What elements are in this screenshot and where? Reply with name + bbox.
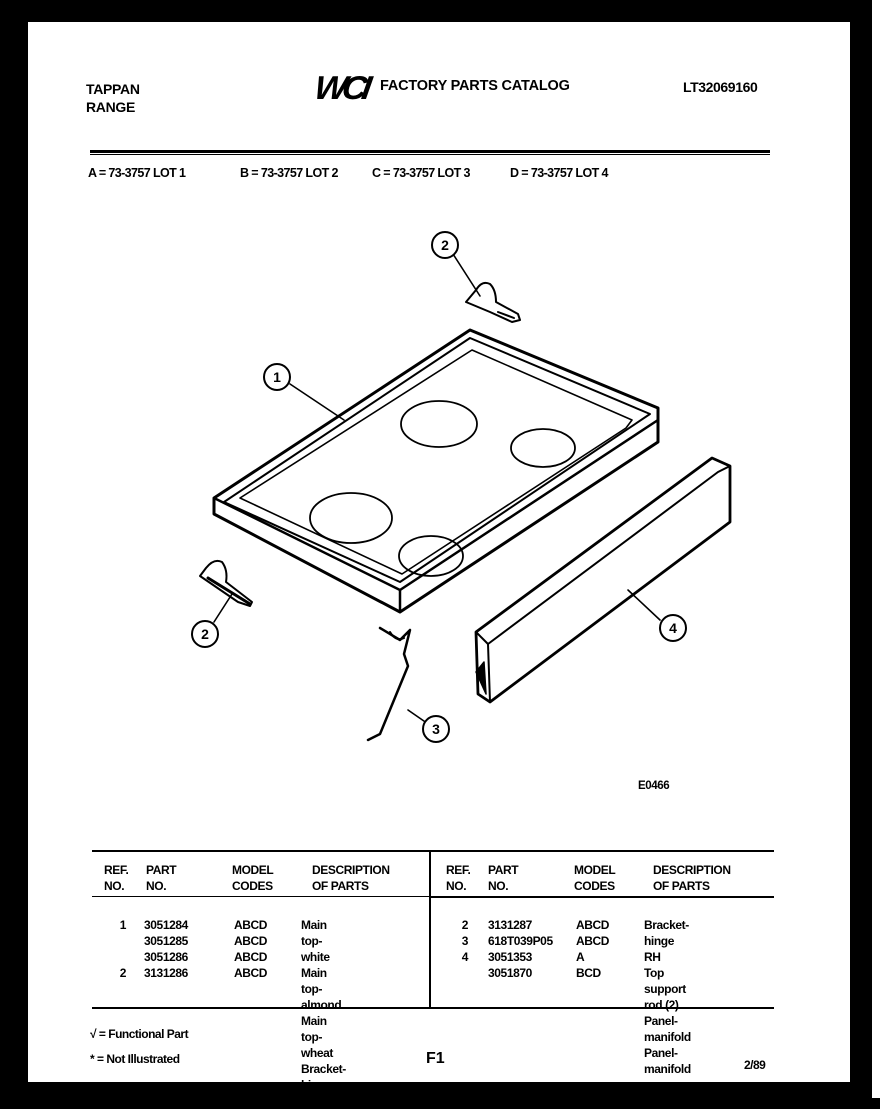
header-part-no: PART NO. [146, 863, 177, 893]
table-cell: Panel-manifold [644, 1046, 691, 1076]
table-cell: Main top-white [301, 918, 330, 964]
table-cell: ABCD [576, 918, 610, 932]
wci-logo: WCI [312, 69, 370, 106]
bracket-hinge-lh-drawing [200, 561, 252, 606]
table-cell: A [576, 950, 585, 964]
table-top-rule [92, 850, 774, 852]
scan-edge [872, 0, 880, 1098]
header-ref-no: REF. NO. [104, 863, 129, 893]
legend-not-illustrated: * = Not Illustrated [90, 1052, 180, 1066]
header-description: DESCRIPTION OF PARTS [312, 863, 390, 893]
figure-code: E0466 [638, 780, 670, 792]
table-cell: 3051870 [488, 966, 532, 980]
table-cell: 3051285 [144, 934, 188, 948]
brand-name: TAPPAN [86, 81, 140, 97]
page-number: F1 [426, 1050, 445, 1067]
column-desc [301, 917, 346, 1109]
legend-functional-part: √ = Functional Part [90, 1027, 189, 1041]
catalog-page [28, 22, 850, 1108]
support-rod-drawing [368, 628, 410, 740]
table-header-rule-right [431, 896, 774, 898]
table-cell: 3051353 [488, 950, 532, 964]
model-lot-d: D = 73-3757 LOT 4 [510, 166, 608, 180]
table-cell [116, 933, 126, 949]
header-model-codes: MODEL CODES [574, 863, 616, 893]
table-header-rule-left [92, 896, 429, 897]
model-lot-a: A = 73-3757 LOT 1 [88, 166, 186, 180]
catalog-title: FACTORY PARTS CATALOG [380, 78, 570, 94]
table-cell: 3131287 [488, 918, 532, 932]
table-column-divider [429, 851, 431, 1009]
table-cell: 3 [461, 934, 468, 948]
column-codes [234, 917, 267, 981]
column-part [144, 917, 188, 981]
column-codes [576, 917, 609, 981]
table-cell: 618T039P05 [488, 934, 553, 948]
header-ref-no: REF. NO. [446, 863, 471, 893]
table-cell: Panel-manifold [644, 1014, 691, 1044]
svg-text:4: 4 [669, 620, 677, 636]
table-cell: 3051284 [144, 918, 188, 932]
table-cell: 3051286 [144, 950, 188, 964]
catalog-number: LT32069160 [683, 79, 758, 95]
header-description: DESCRIPTION OF PARTS [653, 863, 731, 893]
model-lot-c: C = 73-3757 LOT 3 [372, 166, 470, 180]
table-cell: ABCD [234, 950, 268, 964]
column-ref [458, 917, 468, 981]
column-part [488, 917, 553, 981]
header-part-no: PART NO. [488, 863, 519, 893]
table-cell: Top support rod (2) [644, 966, 686, 1012]
exploded-parts-diagram [28, 22, 850, 822]
bracket-hinge-rh-drawing [466, 283, 520, 322]
table-cell: ABCD [234, 966, 268, 980]
table-cell: 2 [119, 966, 126, 980]
column-ref [116, 917, 126, 981]
table-cell: Main top-wheat [301, 1014, 334, 1060]
table-cell: 3131286 [144, 966, 188, 980]
table-cell: 2 [461, 918, 468, 932]
header-model-codes: MODEL CODES [232, 863, 274, 893]
product-name: RANGE [86, 99, 136, 115]
table-cell: Bracket-hinge LH [301, 1062, 346, 1108]
table-cell [458, 965, 468, 981]
svg-text:3: 3 [432, 721, 440, 737]
svg-text:2: 2 [201, 626, 209, 642]
table-cell: BCD [576, 966, 601, 980]
svg-text:2: 2 [441, 237, 449, 253]
column-desc [644, 917, 691, 1077]
table-cell: 4 [461, 950, 468, 964]
table-cell: ABCD [576, 934, 610, 948]
table-cell: ABCD [234, 934, 268, 948]
table-cell: 1 [119, 918, 126, 932]
svg-text:1: 1 [273, 369, 281, 385]
table-cell: Bracket-hinge RH [644, 918, 689, 964]
table-cell [116, 949, 126, 965]
table-cell: ABCD [234, 918, 268, 932]
table-cell: Main top-almond [301, 966, 342, 1012]
revision-date: 2/89 [744, 1058, 766, 1072]
model-lot-b: B = 73-3757 LOT 2 [240, 166, 338, 180]
